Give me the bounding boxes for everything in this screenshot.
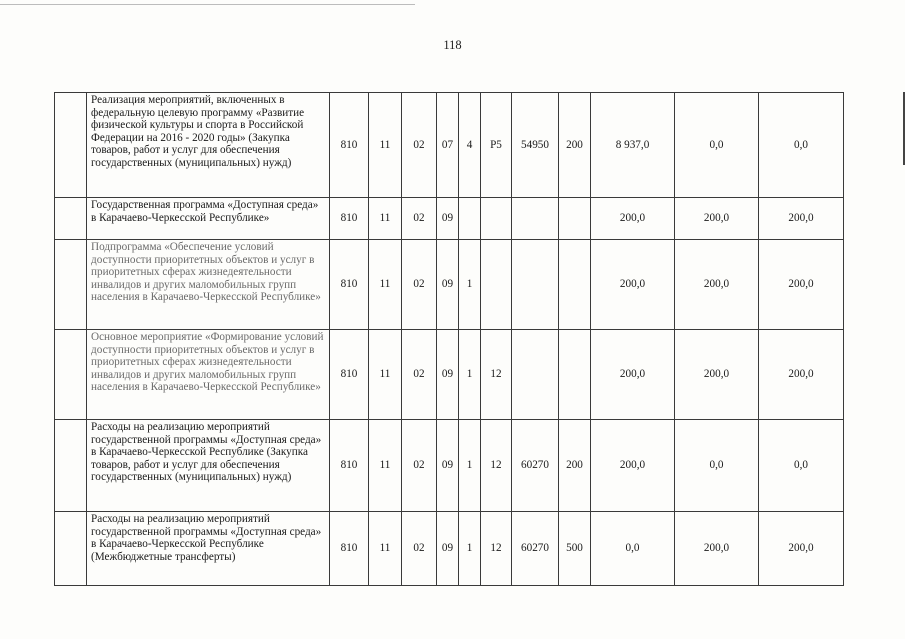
subprogram-code-cell: 1 [459,330,481,420]
amount-1-cell: 200,0 [591,420,675,512]
expense-type-cell [559,330,591,420]
amount-3-cell: 200,0 [759,330,844,420]
top-rule [0,4,415,5]
direction-code-cell: 60270 [512,420,559,512]
amount-3-cell: 200,0 [759,240,844,330]
budget-table [54,92,844,586]
expense-type-cell [559,198,591,240]
amount-1-cell: 200,0 [591,198,675,240]
event-code-cell: 12 [481,330,512,420]
event-code-cell [481,198,512,240]
section-code-cell: 11 [369,93,402,198]
subprogram-code-cell: 1 [459,512,481,586]
program-code-cell: 07 [437,93,459,198]
amount-2-cell: 200,0 [675,240,759,330]
row-margin-cell [55,512,87,586]
expense-type-cell: 200 [559,420,591,512]
amount-2-cell: 200,0 [675,330,759,420]
table-row [55,93,844,198]
section-code-cell: 11 [369,198,402,240]
ministry-code-cell: 810 [330,420,369,512]
amount-1-cell: 200,0 [591,240,675,330]
subprogram-code-cell: 1 [459,240,481,330]
amount-2-cell: 200,0 [675,512,759,586]
row-margin-cell [55,240,87,330]
direction-code-cell: 54950 [512,93,559,198]
subsection-code-cell: 02 [402,330,437,420]
ministry-code-cell: 810 [330,512,369,586]
event-code-cell: 12 [481,420,512,512]
item-name-cell: Расходы на реализацию мероприятий государственной программы «Доступная среда» в Карачаево-Черкесской Республике (Закупка товаров, работ и услуг для обеспечения государственных (муниципальных) нужд) [87,420,330,512]
table-row [55,512,844,586]
program-code-cell: 09 [437,330,459,420]
direction-code-cell [512,198,559,240]
subsection-code-cell: 02 [402,420,437,512]
subsection-code-cell: 02 [402,240,437,330]
amount-3-cell: 0,0 [759,420,844,512]
amount-2-cell: 0,0 [675,420,759,512]
event-code-cell [481,240,512,330]
subsection-code-cell: 02 [402,198,437,240]
program-code-cell: 09 [437,198,459,240]
direction-code-cell [512,240,559,330]
amount-3-cell: 0,0 [759,93,844,198]
ministry-code-cell: 810 [330,198,369,240]
item-name-cell: Подпрограмма «Обеспечение условий доступности приоритетных объектов и услуг в приоритетных сферах жизнедеятельности инвалидов и других маломобильных групп населения в Карачаево-Черкесской Республике» [87,240,330,330]
event-code-cell: P5 [481,93,512,198]
item-name-cell: Реализация мероприятий, включенных в федеральную целевую программу «Развитие физической культуры и спорта в Российской Федерации на 2016 - 2020 годы» (Закупка товаров, работ и услуг для обеспечения государственных (муниципальных) нужд) [87,93,330,198]
event-code-cell: 12 [481,512,512,586]
page-number: 118 [443,38,462,52]
expense-type-cell [559,240,591,330]
expense-type-cell: 500 [559,512,591,586]
subsection-code-cell: 02 [402,93,437,198]
amount-1-cell: 8 937,0 [591,93,675,198]
table-row [55,240,844,330]
expense-type-cell: 200 [559,93,591,198]
item-name-cell: Государственная программа «Доступная среда» в Карачаево-Черкесской Республике» [87,198,330,240]
table-row [55,198,844,240]
section-code-cell: 11 [369,240,402,330]
program-code-cell: 09 [437,240,459,330]
item-name-cell: Основное мероприятие «Формирование условий доступности приоритетных объектов и услуг в приоритетных сферах жизнедеятельности инвалидов и других маломобильных групп населения в Карачаево-Черкесской Республике» [87,330,330,420]
row-margin-cell [55,93,87,198]
section-code-cell: 11 [369,330,402,420]
ministry-code-cell: 810 [330,93,369,198]
program-code-cell: 09 [437,512,459,586]
ministry-code-cell: 810 [330,240,369,330]
amount-2-cell: 200,0 [675,198,759,240]
section-code-cell: 11 [369,512,402,586]
direction-code-cell [512,330,559,420]
row-margin-cell [55,198,87,240]
ministry-code-cell: 810 [330,330,369,420]
amount-1-cell: 0,0 [591,512,675,586]
row-margin-cell [55,420,87,512]
amount-3-cell: 200,0 [759,512,844,586]
item-name-cell: Расходы на реализацию мероприятий государственной программы «Доступная среда» в Карачаево-Черкесской Республике (Межбюджетные трансферты) [87,512,330,586]
program-code-cell: 09 [437,420,459,512]
direction-code-cell: 60270 [512,512,559,586]
amount-2-cell: 0,0 [675,93,759,198]
table-row [55,420,844,512]
amount-1-cell: 200,0 [591,330,675,420]
subprogram-code-cell: 1 [459,420,481,512]
amount-3-cell: 200,0 [759,198,844,240]
subprogram-code-cell: 4 [459,93,481,198]
row-margin-cell [55,330,87,420]
section-code-cell: 11 [369,420,402,512]
subsection-code-cell: 02 [402,512,437,586]
table-row [55,330,844,420]
subprogram-code-cell [459,198,481,240]
